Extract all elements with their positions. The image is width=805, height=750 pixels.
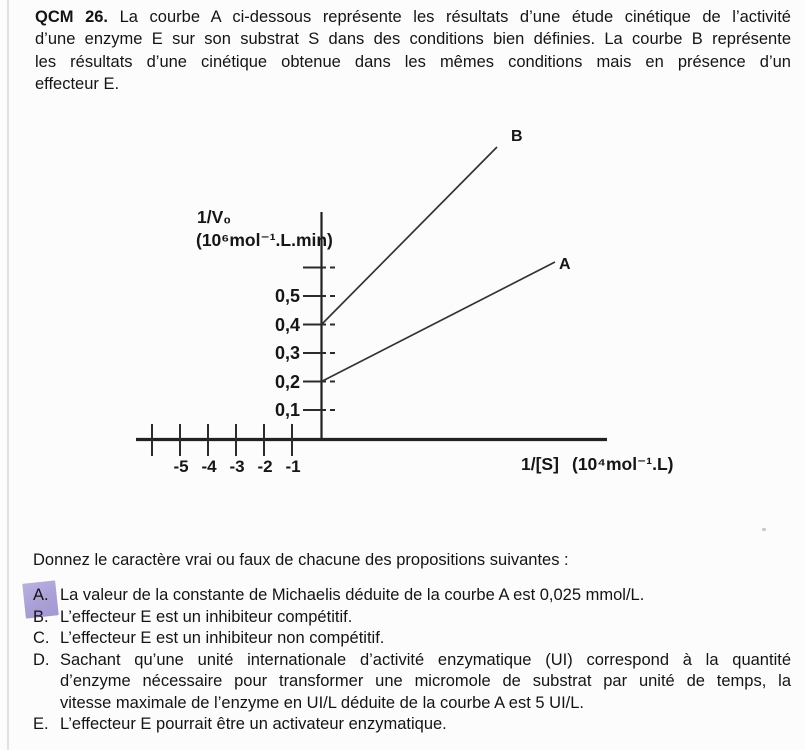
scan-speck-artifact [762, 528, 766, 531]
x-tick-label-m5: -5 [173, 457, 189, 476]
y-tick-labels [275, 286, 300, 420]
proposition-c-text: L’effecteur E est un inhibiteur non compétitif. [60, 629, 385, 647]
question-intro [35, 6, 791, 95]
proposition-a [33, 585, 791, 607]
proposition-d [33, 650, 791, 715]
y-tick-label-0-2: 0,2 [274, 372, 300, 392]
y-axis-title-line2: (10⁶mol⁻¹.L.min) [196, 230, 333, 250]
intro-line-4: effecteur E. [35, 74, 120, 93]
curve-B-label: B [511, 128, 523, 145]
proposition-e-text: L’effecteur E pourrait être un activateur enzymatique. [60, 715, 447, 733]
curve-A [322, 262, 556, 382]
proposition-d-letter: D. [33, 650, 50, 669]
intro-line-1-text: La courbe A ci-dessous représente les résultats d’une étude cinétique de l’activité [119, 8, 791, 26]
question-number: QCM 26. [35, 8, 109, 26]
intro-line-1 [35, 6, 791, 28]
x-axis-title-part2: (10⁴mol⁻¹.L) [572, 454, 674, 474]
proposition-c [33, 628, 791, 650]
x-tick-label-m1: -1 [285, 457, 301, 476]
proposition-a-text: La valeur de la constante de Michaelis déduite de la courbe A est 0,025 mmol/L. [60, 586, 645, 604]
x-tick-label-m4: -4 [201, 457, 217, 476]
y-tick-label-0-3: 0,3 [274, 343, 300, 363]
y-tick-label-0-5: 0,5 [274, 286, 300, 306]
proposition-b [33, 607, 791, 629]
intro-line-3: les résultats d’une cinétique obtenue dans les mêmes conditions mais en présence d’un [35, 52, 791, 71]
instruction-text: Donnez le caractère vrai ou faux de chacune des propositions suivantes : [33, 551, 569, 569]
proposition-e [33, 714, 791, 736]
x-tick-labels [173, 457, 300, 476]
propositions-list [33, 585, 791, 736]
proposition-e-letter: E. [33, 715, 49, 733]
proposition-d-text: Sachant qu’une unité internationale d’activité enzymatique (UI) correspond à la quantité d’enzyme nécessaire pour transformer une micromole de substrat par unité de temps, la vitesse maximale de l’enzyme en UI/L déduite de la courbe A est 5 UI/L. [60, 650, 791, 712]
intro-line-2: d’une enzyme E sur son substrat S dans des conditions bien définies. La courbe B représente [35, 30, 791, 49]
x-axis-title-part1: 1/[S] [521, 454, 559, 474]
x-tick-label-m3: -3 [229, 457, 245, 476]
proposition-c-letter: C. [33, 629, 50, 647]
curve-B [322, 147, 498, 325]
proposition-a-letter: A. [33, 585, 60, 607]
y-tick-label-0-4: 0,4 [274, 315, 300, 335]
y-axis-title-line1: 1/V₀ [197, 207, 232, 227]
curve-A-label: A [559, 256, 571, 273]
proposition-b-letter: B. [33, 607, 49, 626]
x-tick-label-m2: -2 [257, 457, 273, 476]
lineweaver-burk-plot [0, 100, 805, 500]
y-tick-label-0-1: 0,1 [274, 400, 300, 420]
proposition-b-text: L’effecteur E est un inhibiteur compétitif. [60, 607, 353, 626]
